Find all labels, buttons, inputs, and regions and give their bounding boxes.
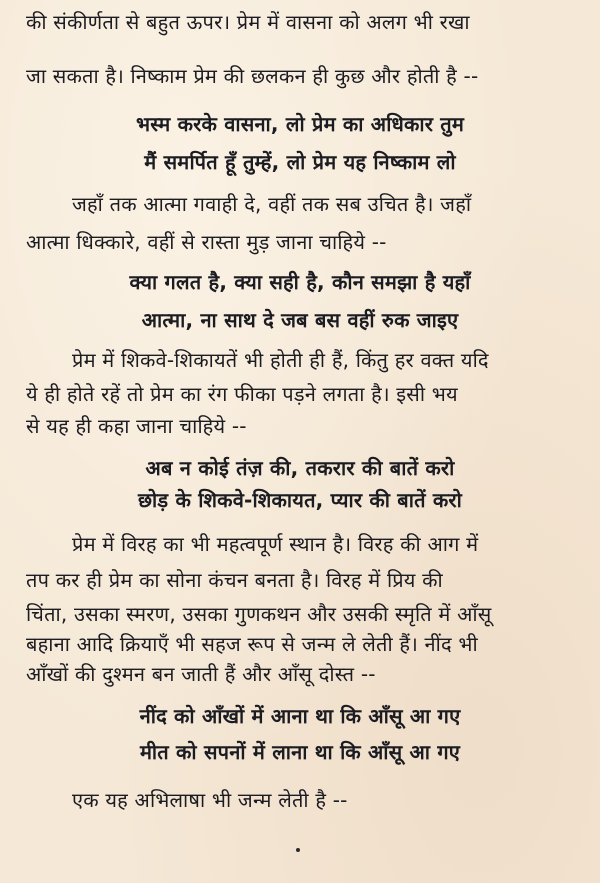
paragraph-1-line-2: जा सकता है। निष्काम प्रेम की छलकन ही कुछ और होती है -- — [26, 64, 479, 88]
paragraph-2-line-2: आत्मा धिक्कारे, वहीं से रास्ता मुड़ जाना चाहिये -- — [26, 230, 387, 254]
verse-1-line-1: भस्म करके वासना, लो प्रेम का अधिकार तुम — [136, 112, 464, 136]
verse-4-line-2: मीत को सपनों में लाना था कि आँसू आ गए — [139, 740, 461, 764]
paragraph-4-line-4: बहाना आदि क्रियाएँ भी सहज रूप से जन्म ले लेती हैं। नींद भी — [26, 632, 478, 656]
paragraph-4-line-1: प्रेम में विरह का भी महत्वपूर्ण स्थान है। विरह की आग में — [72, 532, 479, 556]
paragraph-3-line-3: से यह ही कहा जाना चाहिये -- — [26, 414, 247, 438]
paragraph-4-line-5: आँखों की दुश्मन बन जाती हैं और आँसू दोस्त -- — [26, 662, 376, 686]
paragraph-5-line-1: एक यह अभिलाषा भी जन्म लेती है -- — [72, 788, 348, 812]
paragraph-4-line-3: चिंता, उसका स्मरण, उसका गुणकथन और उसकी स्मृति में आँसू — [26, 602, 492, 626]
paragraph-2-line-1: जहाँ तक आत्मा गवाही दे, वहीं तक सब उचित है। जहाँ — [72, 192, 472, 216]
verse-3-line-1: अब न कोई तंज़ की, तकरार की बातें करो — [145, 456, 455, 480]
verse-4-line-1: नींद को आँखों में आना था कि आँसू आ गए — [139, 704, 461, 728]
verse-3-line-2: छोड़ के शिकवे-शिकायत, प्यार की बातें करो — [138, 488, 462, 512]
page-dot — [296, 848, 300, 852]
verse-2-line-1: क्या गलत है, क्या सही है, कौन समझा है यहाँ — [129, 270, 471, 294]
verse-1-line-2: मैं समर्पित हूँ तुम्हें, लो प्रेम यह निष्काम लो — [144, 150, 456, 174]
paragraph-1-line-1: की संकीर्णता से बहुत ऊपर। प्रेम में वासना को अलग भी रखा — [26, 10, 470, 34]
paragraph-4-line-2: तप कर ही प्रेम का सोना कंचन बनता है। विरह में प्रिय की — [26, 568, 443, 592]
paragraph-3-line-1: प्रेम में शिकवे-शिकायतें भी होती ही हैं, किंतु हर वक्त यदि — [72, 348, 489, 372]
verse-2-line-2: आत्मा, ना साथ दे जब बस वहीं रुक जाइए — [141, 308, 459, 332]
paragraph-3-line-2: ये ही होते रहें तो प्रेम का रंग फीका पड़ने लगता है। इसी भय — [26, 382, 458, 406]
